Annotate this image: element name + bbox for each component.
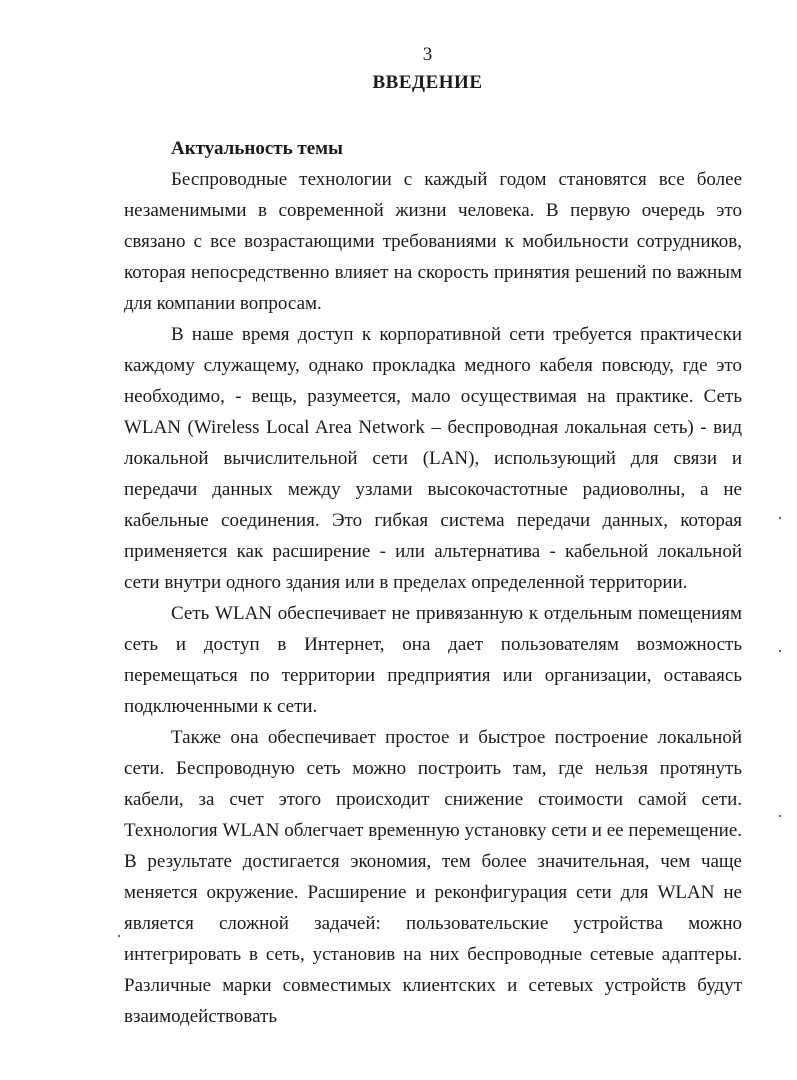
paragraph-2: В наше время доступ к корпоративной сети требуется практически каждому служащему, однако прокладка медного кабеля повсюду, где это необходимо, - вещь, разумеется, мало осуществимая на практике. Сеть WLAN (Wireless Local Area Network – беспроводная локальная сеть) - вид локальной вычислительной сети (LAN), использующий для связи и передачи данных между узлами высокочастотные радиоволны, а не кабельные соединения. Это гибкая система передачи данных, которая применяется как расширение - или альтернатива - кабельной локальной сети внутри одного здания или в пределах определенной территории. xyxy=(124,324,742,593)
page-title: ВВЕДЕНИЕ xyxy=(372,72,483,93)
document-body xyxy=(124,133,742,1032)
scan-speck xyxy=(118,935,120,937)
page-number: 3 xyxy=(422,44,433,65)
scan-speck xyxy=(779,650,781,652)
paragraph-4: Также она обеспечивает простое и быстрое построение локальной сети. Беспроводную сеть можно построить там, где нельзя протянуть кабели, за счет этого происходит снижение стоимости самой сети. Технология WLAN облегчает временную установку сети и ее перемещение. В результате достигается экономия, тем более значительная, чем чаще меняется окружение. Расширение и реконфигурация сети для WLAN не является сложной задачей: пользовательские устройства можно интегрировать в сеть, установив на них беспроводные сетевые адаптеры. Различные марки совместимых клиентских и сетевых устройств будут взаимодействовать xyxy=(124,727,742,1027)
section-heading: Актуальность темы xyxy=(171,138,343,159)
scan-speck xyxy=(779,517,781,519)
paragraph-1: Беспроводные технологии с каждый годом становятся все более незаменимыми в современной жизни человека. В первую очередь это связано с все возрастающими требованиями к мобильности сотрудников, которая непосредственно влияет на скорость принятия решений по важным для компании вопросам. xyxy=(124,169,742,314)
paragraph-3: Сеть WLAN обеспечивает не привязанную к отдельным помещениям сеть и доступ в Интернет, она дает пользователям возможность перемещаться по территории предприятия или организации, оставаясь подключенными к сети. xyxy=(124,603,742,717)
scan-speck xyxy=(779,815,781,817)
